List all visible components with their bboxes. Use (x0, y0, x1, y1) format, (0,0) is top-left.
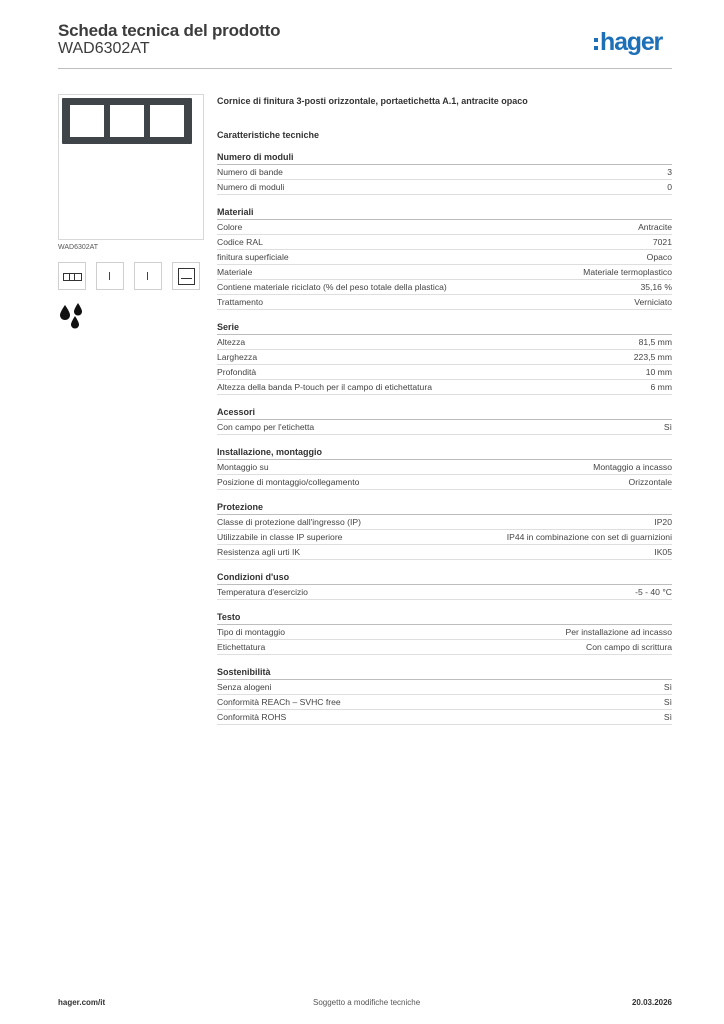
spec-value: 3 (667, 167, 672, 177)
spec-label: Etichettatura (217, 642, 266, 652)
spec-value: IP44 in combinazione con set di guarnizioni (506, 532, 672, 542)
spec-label: Altezza della banda P-touch per il campo di etichettatura (217, 382, 432, 392)
spec-value: Orizzontale (628, 477, 672, 487)
section-title: Condizioni d'uso (217, 570, 672, 585)
product-description: Cornice di finitura 3-posti orizzontale, portaetichetta A.1, antracite opaco (217, 96, 528, 106)
spec-label: Conformità ROHS (217, 712, 287, 722)
logo-dots-icon (594, 38, 598, 50)
spec-value: Verniciato (634, 297, 672, 307)
section-title: Protezione (217, 500, 672, 515)
spec-sections (217, 150, 672, 735)
spec-section (217, 500, 672, 560)
spec-label: Senza alogeni (217, 682, 272, 692)
spec-label: Colore (217, 222, 243, 232)
spec-row (217, 585, 672, 600)
spec-row (217, 530, 672, 545)
spec-value: 81,5 mm (638, 337, 672, 347)
spec-row (217, 280, 672, 295)
spec-label: Contiene materiale riciclato (% del peso totale della plastica) (217, 282, 447, 292)
spec-row (217, 475, 672, 490)
section-title: Sostenibilità (217, 665, 672, 680)
spec-row (217, 350, 672, 365)
spec-row (217, 295, 672, 310)
spec-value: Per installazione ad incasso (565, 627, 672, 637)
spec-row (217, 420, 672, 435)
spec-row (217, 515, 672, 530)
spec-row (217, 180, 672, 195)
product-code: WAD6302AT (58, 40, 150, 57)
spec-row (217, 335, 672, 350)
spec-value: 0 (667, 182, 672, 192)
spec-section (217, 205, 672, 310)
spec-value: 223,5 mm (633, 352, 672, 362)
footer-date: 20.03.2026 (631, 998, 672, 1007)
spec-value: 10 mm (645, 367, 672, 377)
spec-label: Temperatura d'esercizio (217, 587, 308, 597)
section-title: Numero di moduli (217, 150, 672, 165)
spec-label: Tipo di montaggio (217, 627, 285, 637)
spec-label: Altezza (217, 337, 246, 347)
section-title: Testo (217, 610, 672, 625)
spec-value: IP20 (654, 517, 672, 527)
spec-label: Profondità (217, 367, 257, 377)
spec-row (217, 545, 672, 560)
section-title: Acessori (217, 405, 672, 420)
spec-label: Materiale (217, 267, 253, 277)
spec-row (217, 695, 672, 710)
spec-value: IK05 (654, 547, 672, 557)
spec-value: Sì (663, 712, 672, 722)
water-drops-icon (58, 301, 86, 329)
spec-row (217, 710, 672, 725)
spec-row (217, 460, 672, 475)
spec-label: Conformità REACh – SVHC free (217, 697, 341, 707)
spec-section (217, 150, 672, 195)
spec-section (217, 570, 672, 600)
spec-label: Codice RAL (217, 237, 263, 247)
spec-value: 6 mm (650, 382, 672, 392)
spec-label: Con campo per l'etichetta (217, 422, 315, 432)
section-title: Serie (217, 320, 672, 335)
spec-value: Sì (663, 682, 672, 692)
bar-icon (134, 262, 162, 290)
spec-row (217, 380, 672, 395)
spec-label: Utilizzabile in classe IP superiore (217, 532, 343, 542)
product-image (58, 94, 204, 240)
spec-label: finitura superficiale (217, 252, 289, 262)
spec-row (217, 250, 672, 265)
frame-illustration (62, 98, 192, 144)
spec-section (217, 405, 672, 435)
spec-label: Classe di protezione dall'ingresso (IP) (217, 517, 361, 527)
spec-value: Sì (663, 697, 672, 707)
spec-label: Montaggio su (217, 462, 269, 472)
spec-row (217, 235, 672, 250)
spec-row (217, 265, 672, 280)
tech-specs-title: Caratteristiche tecniche (217, 130, 320, 140)
spec-row (217, 625, 672, 640)
spec-value: 7021 (652, 237, 672, 247)
spec-label: Resistenza agli urti IK (217, 547, 301, 557)
box-icon (172, 262, 200, 290)
spec-label: Numero di bande (217, 167, 283, 177)
spec-label: Posizione di montaggio/collegamento (217, 477, 360, 487)
module-icon (58, 262, 86, 290)
spec-section (217, 445, 672, 490)
spec-value: Materiale termoplastico (583, 267, 672, 277)
page-title: Scheda tecnica del prodotto (58, 21, 281, 40)
spec-value: 35,16 % (640, 282, 672, 292)
spec-row (217, 640, 672, 655)
spec-label: Larghezza (217, 352, 258, 362)
spec-label: Trattamento (217, 297, 264, 307)
footer-disclaimer: Soggetto a modifiche tecniche (313, 998, 421, 1007)
spec-label: Numero di moduli (217, 182, 285, 192)
section-title: Materiali (217, 205, 672, 220)
spec-section (217, 665, 672, 725)
spec-row (217, 165, 672, 180)
spec-section (217, 610, 672, 655)
hager-logo (594, 28, 662, 57)
spec-value: Sì (663, 422, 672, 432)
spec-value: Con campo di scrittura (586, 642, 672, 652)
logo-text: hager (600, 28, 663, 56)
header-divider (58, 68, 672, 69)
spec-row (217, 220, 672, 235)
spec-section (217, 320, 672, 395)
spec-value: Antracite (638, 222, 672, 232)
spec-value: -5 - 40 °C (635, 587, 672, 597)
footer-website: hager.com/it (58, 998, 106, 1007)
image-caption: WAD6302AT (58, 244, 99, 251)
bar-icon (96, 262, 124, 290)
spec-value: Montaggio a incasso (593, 462, 672, 472)
spec-row (217, 680, 672, 695)
section-title: Installazione, montaggio (217, 445, 672, 460)
spec-value: Opaco (646, 252, 672, 262)
spec-row (217, 365, 672, 380)
